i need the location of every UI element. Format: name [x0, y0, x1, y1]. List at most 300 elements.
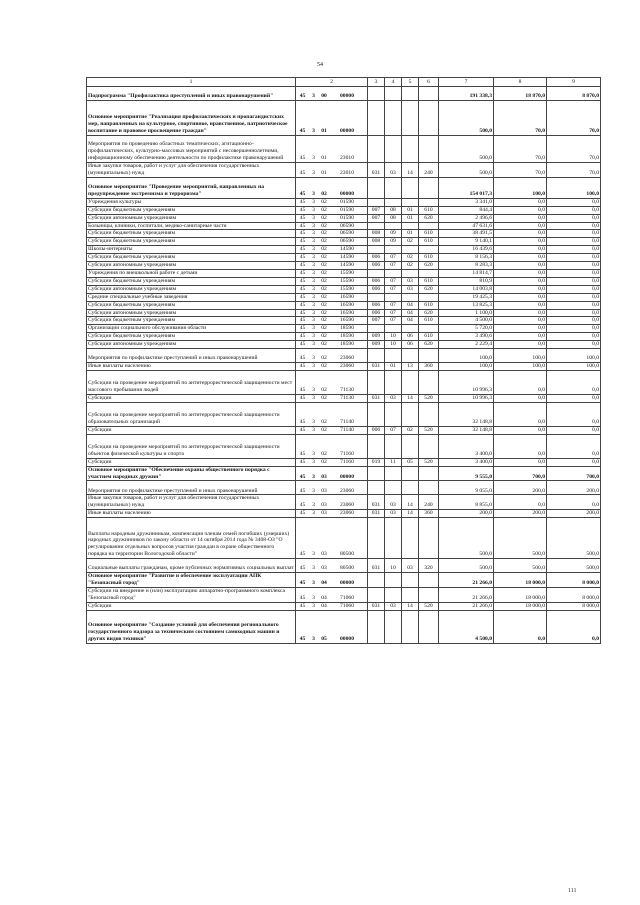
row-ved-cell: [368, 269, 385, 277]
row-ved-cell: 009: [368, 333, 385, 341]
row-amount-9: 500,0: [547, 559, 601, 573]
row-pr-cell: [402, 402, 419, 426]
row-amount-7: 21 266,0: [439, 573, 494, 588]
csr-part: 02: [321, 355, 327, 362]
table-row: [87, 588, 601, 603]
csr-part: 45: [299, 214, 306, 221]
row-amount-9: 8 000,0: [547, 602, 601, 610]
csr-part: 14590: [340, 246, 354, 253]
row-csr-cell: [296, 602, 368, 610]
table-row: [87, 163, 601, 178]
row-amount-9: 70,0: [547, 163, 601, 178]
row-ved-cell: [368, 370, 385, 394]
header-cell: 3: [368, 78, 385, 87]
csr-part: 3: [312, 450, 315, 457]
row-csr-cell: [296, 177, 368, 198]
row-rz-cell: 03: [385, 394, 402, 402]
row-csr-cell: [296, 87, 368, 101]
row-pr-cell: [402, 198, 419, 206]
row-rz-cell: [385, 293, 402, 301]
csr-part: 00000: [340, 190, 354, 197]
table-row: [87, 262, 601, 270]
row-pr-cell: 02: [402, 238, 419, 246]
csr-part: 00000: [340, 580, 354, 587]
table-row: [87, 246, 601, 254]
table-row: [87, 293, 601, 301]
row-name-cell: Мероприятия по профилактике преступлений и иных правонарушений: [87, 349, 296, 363]
row-csr-cell: [296, 510, 368, 518]
csr-part: 3: [312, 285, 315, 292]
row-rz-cell: 07: [385, 317, 402, 325]
row-pr-cell: 02: [402, 262, 419, 270]
row-ved-cell: 006: [368, 309, 385, 317]
row-amount-7: 200,0: [439, 510, 494, 518]
row-amount-8: 0,0: [494, 301, 547, 309]
row-ved-cell: [368, 481, 385, 495]
row-name-cell: Учреждения по внешкольной работе с детьми: [87, 269, 296, 277]
csr-part: 02: [321, 198, 327, 205]
csr-part: 06590: [340, 222, 354, 229]
table-row: [87, 610, 601, 643]
row-csr-cell: [296, 101, 368, 136]
row-amount-9: 200,0: [547, 481, 601, 495]
csr-part: 02: [321, 458, 327, 465]
row-name-cell: Субсидии бюджетным учреждениям: [87, 254, 296, 262]
row-vr-cell: 610: [419, 230, 439, 238]
csr-part: 23010: [340, 169, 354, 176]
row-name-cell: Мероприятия по проведению областных тематических, агитационно-профилактических, культурно-массовых мероприятий с несовершеннолетними, информационному обеспечению деятельности по профилактике правонарушений: [87, 136, 296, 163]
row-name-cell: Субсидии бюджетным учреждениям: [87, 317, 296, 325]
csr-part: 45: [299, 602, 306, 609]
row-amount-8: 0,0: [494, 277, 547, 285]
row-rz-cell: 09: [385, 238, 402, 246]
row-pr-cell: 04: [402, 317, 419, 325]
table-row: [87, 426, 601, 434]
row-ved-cell: 007: [368, 317, 385, 325]
row-pr-cell: [402, 434, 419, 458]
row-amount-8: 200,0: [494, 510, 547, 518]
row-amount-8: 0,0: [494, 230, 547, 238]
row-vr-cell: 360: [419, 510, 439, 518]
row-name-cell: Иные закупки товаров, работ и услуг для обеспечения государственных (муниципальных) нужд: [87, 163, 296, 178]
row-vr-cell: [419, 466, 439, 481]
row-vr-cell: [419, 269, 439, 277]
row-pr-cell: 13: [402, 363, 419, 371]
row-amount-7: 3 400,0: [439, 458, 494, 466]
row-name-cell: Субсидии бюджетным учреждениям: [87, 301, 296, 309]
csr-part: 23010: [340, 155, 354, 162]
csr-part: 03: [321, 510, 327, 517]
row-ved-cell: 006: [368, 262, 385, 270]
row-amount-9: 0,0: [547, 325, 601, 333]
csr-part: 3: [312, 269, 315, 276]
row-name-cell: Субсидии бюджетным учреждениям: [87, 238, 296, 246]
csr-part: 3: [312, 510, 315, 517]
csr-part: 45: [299, 206, 306, 213]
row-amount-8: 0,0: [494, 434, 547, 458]
row-vr-cell: 610: [419, 317, 439, 325]
row-name-cell: Больницы, клиники, госпитали, медико-санитарные части: [87, 222, 296, 230]
row-amount-7: 4 500,0: [439, 610, 494, 643]
row-pr-cell: 03: [402, 285, 419, 293]
csr-part: 45: [299, 262, 306, 269]
row-amount-9: 0,0: [547, 317, 601, 325]
row-amount-9: 200,0: [547, 510, 601, 518]
row-pr-cell: 01: [402, 214, 419, 222]
row-amount-9: 0,0: [547, 495, 601, 510]
row-ved-cell: [368, 198, 385, 206]
row-vr-cell: 610: [419, 301, 439, 309]
row-ved-cell: 006: [368, 426, 385, 434]
csr-part: 02: [321, 333, 327, 340]
csr-part: 45: [299, 222, 306, 229]
row-rz-cell: [385, 610, 402, 643]
row-pr-cell: 14: [402, 495, 419, 510]
row-vr-cell: 620: [419, 214, 439, 222]
row-amount-7: 32 148,8: [439, 402, 494, 426]
row-amount-8: 0,0: [494, 285, 547, 293]
row-amount-9: 0,0: [547, 309, 601, 317]
row-csr-cell: [296, 495, 368, 510]
row-amount-7: 2 229,4: [439, 341, 494, 349]
row-amount-8: 18 000,0: [494, 588, 547, 603]
csr-part: 71140: [340, 426, 354, 433]
csr-part: 18590: [340, 333, 354, 340]
row-ved-cell: [368, 610, 385, 643]
row-rz-cell: 03: [385, 510, 402, 518]
row-name-cell: Социальные выплаты гражданам, кроме публичных нормативных социальных выплат: [87, 559, 296, 573]
row-pr-cell: [402, 610, 419, 643]
row-amount-9: 70,0: [547, 101, 601, 136]
row-vr-cell: 620: [419, 262, 439, 270]
row-name-cell: Иные выплаты населению: [87, 363, 296, 371]
csr-part: 14590: [340, 254, 354, 261]
row-amount-7: 32 148,8: [439, 426, 494, 434]
row-name-cell: Субсидии автономным учреждениям: [87, 262, 296, 270]
csr-part: 3: [312, 580, 315, 587]
row-rz-cell: [385, 481, 402, 495]
csr-part: 45: [299, 230, 306, 237]
row-pr-cell: 04: [402, 309, 419, 317]
header-cell: 4: [385, 78, 402, 87]
table-row: [87, 573, 601, 588]
csr-part: 03: [321, 487, 327, 494]
row-pr-cell: 14: [402, 602, 419, 610]
table-row: [87, 394, 601, 402]
row-vr-cell: [419, 573, 439, 588]
csr-part: 02: [321, 426, 327, 433]
row-pr-cell: [402, 481, 419, 495]
row-name-cell: Субсидии автономным учреждениям: [87, 309, 296, 317]
header-cell: 1: [87, 78, 296, 87]
csr-part: 02: [321, 293, 327, 300]
row-rz-cell: [385, 325, 402, 333]
csr-part: 15590: [340, 269, 354, 276]
row-name-cell: Субсидии на проведение мероприятий по антитеррористической защищенности образовательных организаций: [87, 402, 296, 426]
csr-part: 23060: [340, 487, 354, 494]
row-ved-cell: [368, 573, 385, 588]
csr-part: 02: [321, 363, 327, 370]
csr-part: 45: [299, 309, 306, 316]
row-amount-7: 10 996,3: [439, 370, 494, 394]
row-amount-9: 100,0: [547, 177, 601, 198]
row-amount-8: 0,0: [494, 402, 547, 426]
row-name-cell: Средние специальные учебные заведения: [87, 293, 296, 301]
csr-part: 02: [321, 214, 327, 221]
row-pr-cell: 02: [402, 426, 419, 434]
csr-part: 03: [321, 473, 327, 480]
row-ved-cell: [368, 177, 385, 198]
csr-part: 3: [312, 487, 315, 494]
row-amount-9: 8 000,0: [547, 573, 601, 588]
row-amount-7: 8 156,3: [439, 254, 494, 262]
row-ved-cell: [368, 402, 385, 426]
csr-part: 45: [299, 93, 306, 100]
row-csr-cell: [296, 458, 368, 466]
row-name-cell: Субсидии: [87, 602, 296, 610]
row-csr-cell: [296, 163, 368, 178]
row-ved-cell: 031: [368, 559, 385, 573]
csr-part: 05: [321, 635, 327, 642]
row-vr-cell: 320: [419, 559, 439, 573]
row-amount-9: 0,0: [547, 402, 601, 426]
row-amount-8: 0,0: [494, 309, 547, 317]
csr-part: 02: [321, 238, 327, 245]
csr-part: 3: [312, 155, 315, 162]
csr-part: 02: [321, 317, 327, 324]
row-amount-8: 700,0: [494, 466, 547, 481]
csr-part: 3: [312, 341, 315, 348]
row-csr-cell: [296, 325, 368, 333]
row-rz-cell: [385, 222, 402, 230]
csr-part: 45: [299, 238, 306, 245]
row-amount-9: 0,0: [547, 333, 601, 341]
row-rz-cell: [385, 87, 402, 101]
csr-part: 45: [299, 254, 306, 261]
row-amount-8: 0,0: [494, 317, 547, 325]
row-csr-cell: [296, 285, 368, 293]
table-row: [87, 230, 601, 238]
row-name-cell: Иные закупки товаров, работ и услуг для обеспечения государственных (муниципальных) нужд: [87, 495, 296, 510]
row-vr-cell: [419, 402, 439, 426]
csr-part: 18590: [340, 341, 354, 348]
table-row: [87, 481, 601, 495]
csr-part: 45: [299, 635, 306, 642]
csr-part: 01590: [340, 198, 354, 205]
csr-part: 45: [299, 277, 306, 284]
table-row: [87, 136, 601, 163]
table-row: [87, 402, 601, 426]
csr-part: 71160: [340, 458, 354, 465]
csr-part: 45: [299, 246, 306, 253]
table-row: [87, 285, 601, 293]
csr-part: 3: [312, 363, 315, 370]
row-rz-cell: 03: [385, 495, 402, 510]
table-row: [87, 317, 601, 325]
table-row: [87, 87, 601, 101]
row-vr-cell: [419, 325, 439, 333]
row-pr-cell: 05: [402, 458, 419, 466]
row-pr-cell: [402, 325, 419, 333]
row-amount-7: 3 341,0: [439, 198, 494, 206]
csr-part: 3: [312, 301, 315, 308]
table-row: [87, 301, 601, 309]
row-amount-9: 0,0: [547, 254, 601, 262]
header-cell: 9: [547, 78, 601, 87]
row-name-cell: Субсидии автономным учреждениям: [87, 214, 296, 222]
csr-part: 3: [312, 169, 315, 176]
row-amount-9: 0,0: [547, 285, 601, 293]
csr-part: 3: [312, 128, 315, 135]
csr-part: 23060: [340, 510, 354, 517]
row-amount-9: 0,0: [547, 458, 601, 466]
row-ved-cell: 008: [368, 230, 385, 238]
row-amount-8: 18 870,0: [494, 87, 547, 101]
row-name-cell: Учреждения культуры: [87, 198, 296, 206]
row-name-cell: Субсидии: [87, 394, 296, 402]
csr-part: 06590: [340, 238, 354, 245]
csr-part: 3: [312, 93, 315, 100]
csr-part: 04: [321, 580, 327, 587]
row-amount-9: 0,0: [547, 277, 601, 285]
row-amount-9: 0,0: [547, 394, 601, 402]
row-amount-7: 100,0: [439, 363, 494, 371]
csr-part: 02: [321, 341, 327, 348]
row-csr-cell: [296, 230, 368, 238]
csr-part: 02: [321, 190, 327, 197]
row-amount-9: 100,0: [547, 349, 601, 363]
row-vr-cell: 520: [419, 426, 439, 434]
budget-table: [86, 77, 601, 644]
row-pr-cell: [402, 518, 419, 559]
csr-part: 3: [312, 473, 315, 480]
row-amount-7: 500,0: [439, 101, 494, 136]
row-rz-cell: 03: [385, 163, 402, 178]
csr-part: 45: [299, 198, 306, 205]
table-row: [87, 198, 601, 206]
csr-part: 45: [299, 128, 306, 135]
csr-part: 3: [312, 325, 315, 332]
row-csr-cell: [296, 293, 368, 301]
row-vr-cell: [419, 610, 439, 643]
csr-part: 02: [321, 450, 327, 457]
csr-part: 3: [312, 277, 315, 284]
row-rz-cell: [385, 434, 402, 458]
csr-part: 23060: [340, 502, 354, 509]
row-amount-7: 500,0: [439, 518, 494, 559]
row-csr-cell: [296, 349, 368, 363]
row-csr-cell: [296, 481, 368, 495]
csr-part: 71160: [340, 450, 354, 457]
row-amount-8: 0,0: [494, 333, 547, 341]
csr-part: 3: [312, 594, 315, 601]
csr-part: 45: [299, 418, 306, 425]
row-pr-cell: [402, 269, 419, 277]
row-amount-7: 13 825,3: [439, 301, 494, 309]
csr-part: 3: [312, 387, 315, 394]
row-name-cell: Основное мероприятие "Обеспечение охраны общественного порядка с участием народных дружин": [87, 466, 296, 481]
csr-part: 02: [321, 309, 327, 316]
row-vr-cell: [419, 87, 439, 101]
csr-part: 00000: [340, 128, 354, 135]
csr-part: 18590: [340, 325, 354, 332]
row-csr-cell: [296, 559, 368, 573]
row-name-cell: Иные выплаты населению: [87, 510, 296, 518]
csr-part: 02: [321, 285, 327, 292]
row-amount-7: 100,0: [439, 349, 494, 363]
row-amount-8: 100,0: [494, 177, 547, 198]
row-vr-cell: [419, 518, 439, 559]
row-rz-cell: 11: [385, 458, 402, 466]
row-rz-cell: 10: [385, 341, 402, 349]
row-vr-cell: [419, 293, 439, 301]
row-ved-cell: 007: [368, 206, 385, 214]
row-name-cell: Субсидии бюджетным учреждениям: [87, 277, 296, 285]
csr-part: 15590: [340, 277, 354, 284]
row-csr-cell: [296, 518, 368, 559]
csr-part: 03: [321, 502, 327, 509]
row-amount-7: 9 555,0: [439, 466, 494, 481]
row-amount-8: 500,0: [494, 559, 547, 573]
row-vr-cell: [419, 588, 439, 603]
row-ved-cell: [368, 434, 385, 458]
row-ved-cell: [368, 518, 385, 559]
row-vr-cell: 520: [419, 458, 439, 466]
row-amount-9: 0,0: [547, 214, 601, 222]
row-name-cell: Субсидии бюджетным учреждениям: [87, 333, 296, 341]
row-pr-cell: [402, 101, 419, 136]
row-rz-cell: [385, 466, 402, 481]
row-pr-cell: [402, 370, 419, 394]
table-row: [87, 222, 601, 230]
csr-part: 45: [299, 594, 306, 601]
row-amount-7: 2 496,6: [439, 214, 494, 222]
row-vr-cell: 520: [419, 602, 439, 610]
csr-part: 45: [299, 301, 306, 308]
table-row: [87, 510, 601, 518]
row-ved-cell: [368, 101, 385, 136]
row-amount-8: 0,0: [494, 222, 547, 230]
csr-part: 15590: [340, 285, 354, 292]
row-rz-cell: [385, 101, 402, 136]
csr-part: 45: [299, 387, 306, 394]
row-name-cell: Выплаты народным дружинникам, компенсация членам семей погибших (умерших) народных дружинников по закону области от 14 октября 2014 года № 3408-ОЗ "О регулировании отдельных вопросов участия граждан в охране общественного порядка на территории Вологодской области": [87, 518, 296, 559]
row-ved-cell: 031: [368, 363, 385, 371]
row-vr-cell: [419, 222, 439, 230]
row-amount-9: 0,0: [547, 269, 601, 277]
csr-part: 3: [312, 551, 315, 558]
row-pr-cell: 14: [402, 510, 419, 518]
row-csr-cell: [296, 573, 368, 588]
row-amount-8: 0,0: [494, 610, 547, 643]
row-amount-7: 4 500,0: [439, 317, 494, 325]
csr-part: 02: [321, 387, 327, 394]
row-vr-cell: 240: [419, 163, 439, 178]
row-vr-cell: [419, 198, 439, 206]
row-amount-9: 100,0: [547, 363, 601, 371]
csr-part: 01590: [340, 214, 354, 221]
row-ved-cell: [368, 246, 385, 254]
row-amount-7: 21 266,0: [439, 602, 494, 610]
row-amount-9: 0,0: [547, 222, 601, 230]
table-row: [87, 238, 601, 246]
csr-part: 45: [299, 333, 306, 340]
row-pr-cell: [402, 466, 419, 481]
csr-part: 45: [299, 551, 306, 558]
csr-part: 14590: [340, 262, 354, 269]
row-pr-cell: 02: [402, 254, 419, 262]
row-name-cell: Субсидии автономным учреждениям: [87, 341, 296, 349]
